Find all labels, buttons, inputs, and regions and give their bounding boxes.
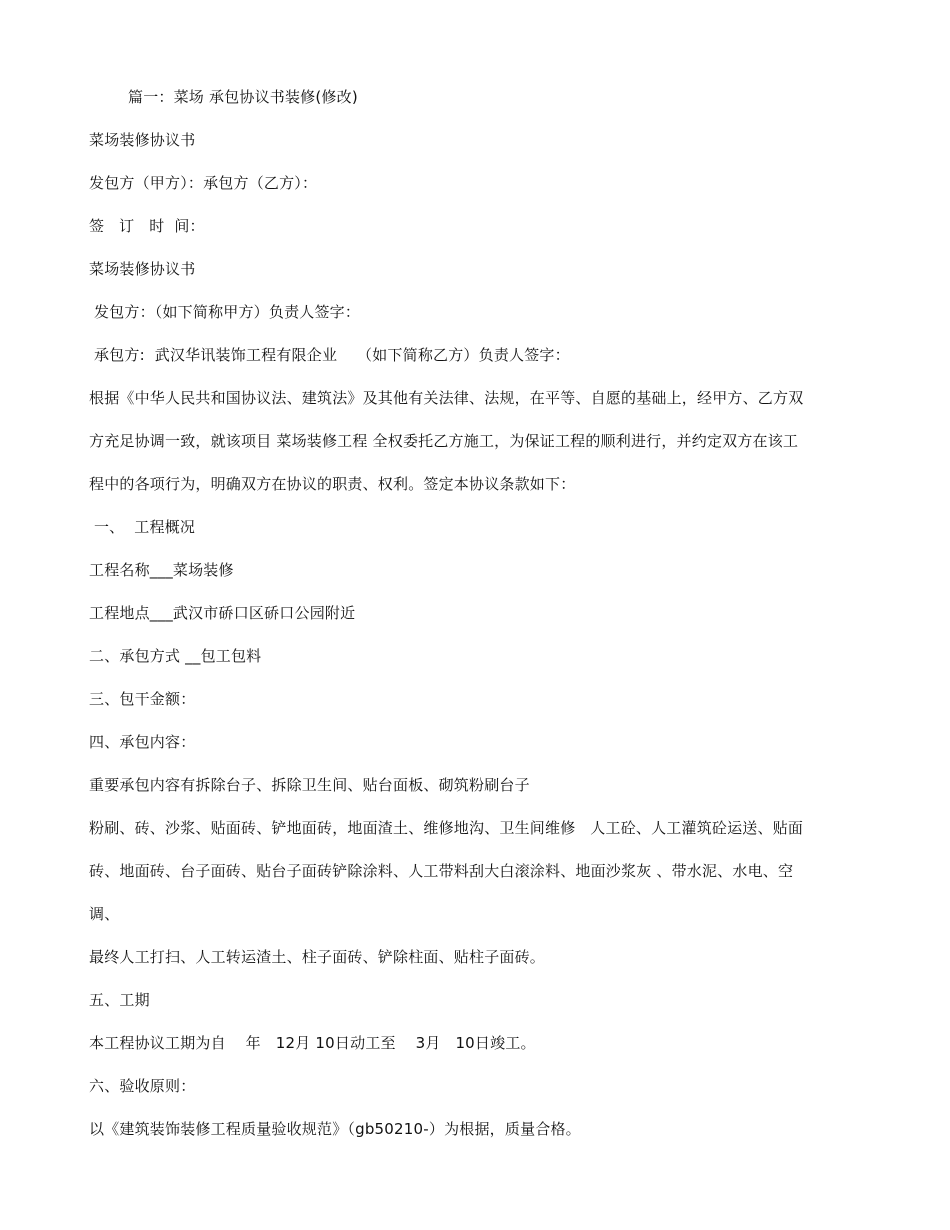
document-heading: 篇一：菜场 承包协议书装修(修改) (128, 88, 358, 106)
document-line: 发包方：（如下简称甲方）负责人签字： (89, 303, 361, 321)
document-line: 工程地点___武汉市硚口区硚口公园附近 (89, 604, 356, 622)
document-line: 最终人工打扫、人工转运渣土、柱子面砖、铲除柱面、贴柱子面砖。 (89, 948, 546, 966)
document-line: 六、验收原则： (89, 1077, 196, 1095)
document-line: 砖、地面砖、台子面砖、贴台子面砖铲除涂料、人工带料刮大白滚涂料、地面沙浆灰 、带水泥、水电、空 (89, 862, 794, 880)
document-line: 承包方: 武汉华讯装饰工程有限企业 （如下简称乙方）负责人签字： (89, 346, 570, 364)
document-line: 本工程协议工期为自 年 12月 10日动工至 3月 10日竣工。 (89, 1034, 536, 1052)
document-line: 四、承包内容： (89, 733, 196, 751)
document-line: 菜场装修协议书 (89, 260, 196, 278)
document-line: 工程名称___菜场装修 (89, 561, 234, 579)
document-line: 五、工期 (89, 991, 150, 1009)
document-line: 以《建筑装饰装修工程质量验收规范》（gb50210-）为根据，质量合格。 (89, 1120, 581, 1138)
document-line: 重要承包内容有拆除台子、拆除卫生间、贴台面板、砌筑粉刷台子 (89, 776, 530, 794)
document-line: 发包方（甲方）：承包方（乙方）： (89, 174, 318, 192)
document-line: 签 订 时 间： (89, 217, 205, 235)
document-line: 调、 (89, 905, 120, 923)
document-line: 粉刷、砖、沙浆、贴面砖、铲地面砖，地面渣土、维修地沟、卫生间维修 人工砼、人工灌筑砼运送、贴面 (89, 819, 804, 837)
document-line: 根据《中华人民共和国协议法、建筑法》及其他有关法律、法规，在平等、自愿的基础上，经甲方、乙方双 (89, 389, 804, 407)
document-line: 三、包干金额： (89, 690, 196, 708)
document-line: 一、 工程概况 (89, 518, 196, 536)
document-line: 二、承包方式 __包工包料 (89, 647, 262, 665)
document-line: 程中的各项行为，明确双方在协议的职责、权利。签定本协议条款如下： (89, 475, 576, 493)
document-line: 方充足协调一致，就该项目 菜场装修工程 全权委托乙方施工，为保证工程的顺利进行，并约定双方在该工 (89, 432, 799, 450)
document-line: 菜场装修协议书 (89, 131, 196, 149)
